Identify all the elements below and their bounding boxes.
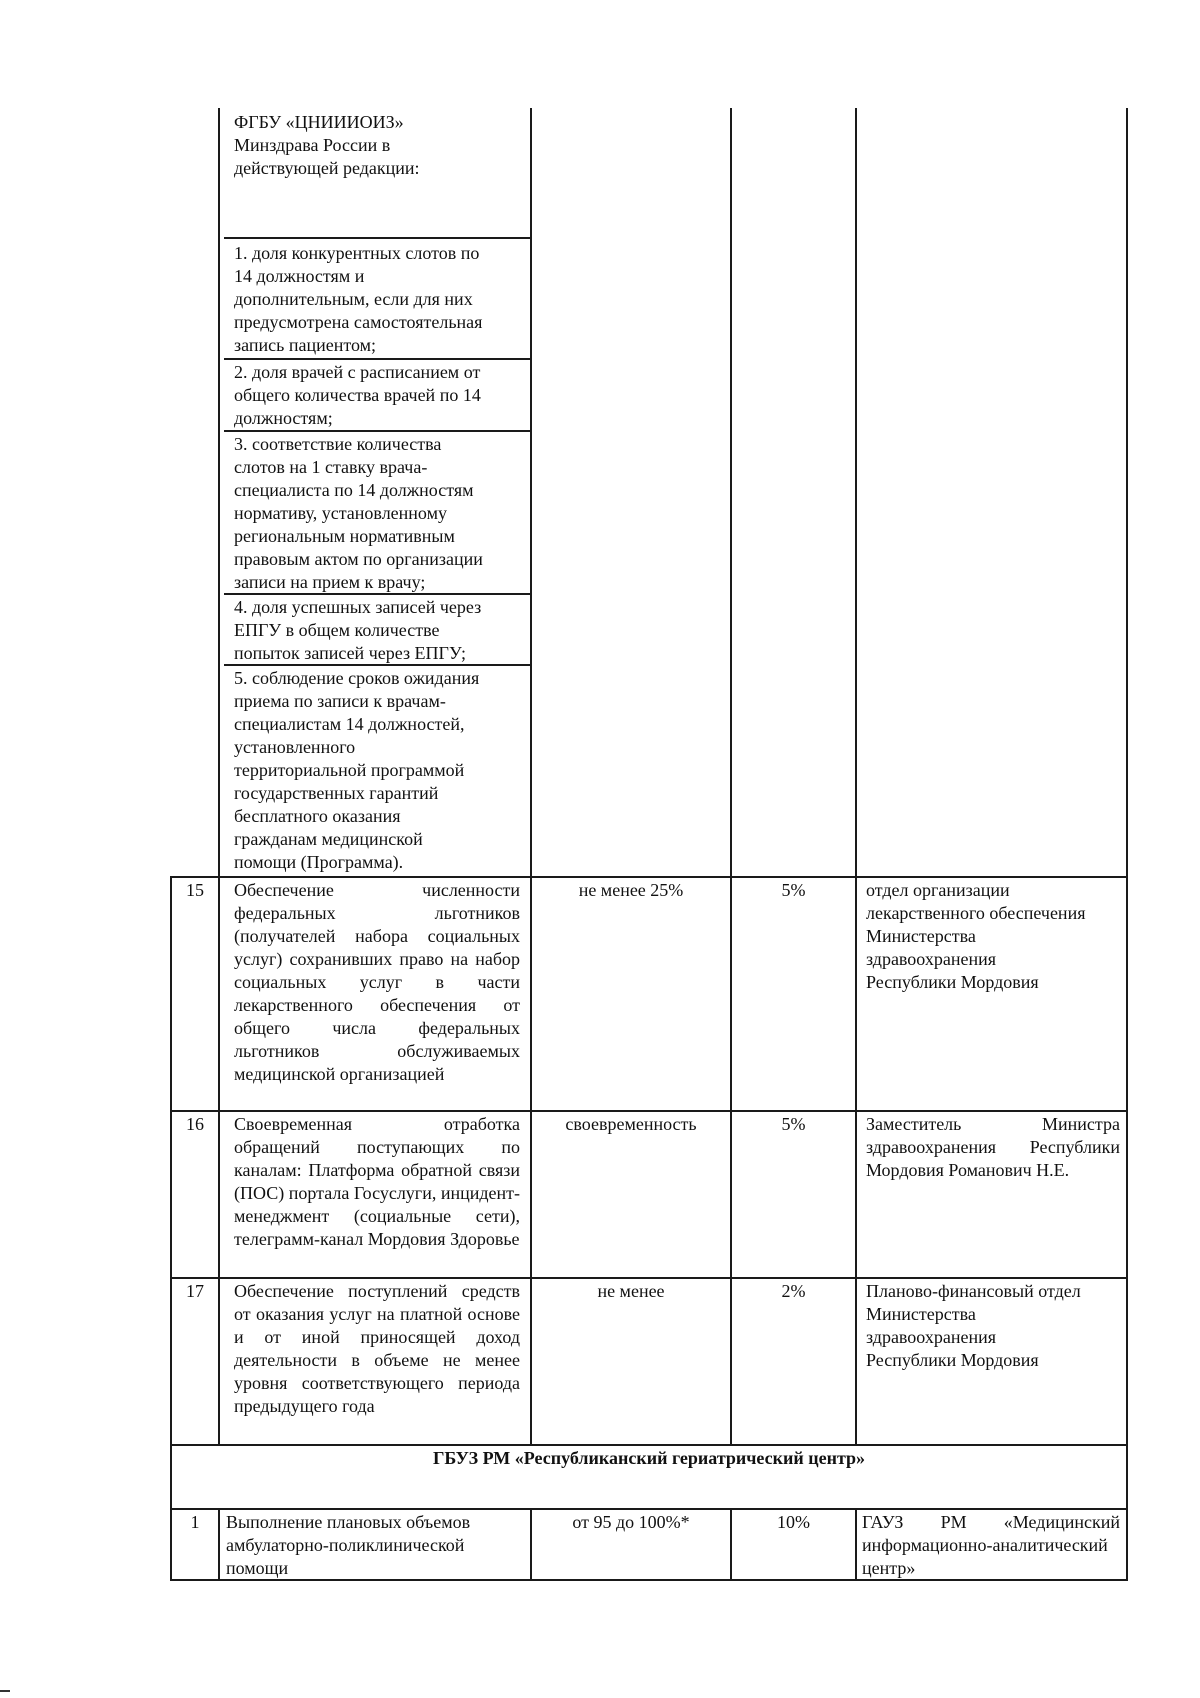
sub-item-4: 4. доля успешных записей через ЕПГУ в общем количестве попыток записей через ЕПГУ;: [234, 597, 482, 663]
column-divider-num-last: [218, 1508, 220, 1581]
column-divider-num: [218, 108, 220, 1444]
row-weight: 10%: [777, 1512, 810, 1532]
sub-item-2: 2. доля врачей с расписанием от общего количества врачей по 14 должностям;: [234, 362, 481, 428]
row-indicator: Своевременная отработка обращений поступающих по каналам: Платформа обратной связи (ПОС) портала Госуслуги, инцидент-менеджмент (социальные сети), телеграмм-канал Мордовия Здоровье: [234, 1114, 520, 1249]
subcell-line-1: [224, 237, 530, 239]
sub-item-1: 1. доля конкурентных слотов по 14 должностям и дополнительным, если для них предусмотрена самостоятельная запись пациентом;: [234, 243, 483, 355]
row-indicator: Обеспечение численности федеральных льготников (получателей набора социальных услуг) сохранивших право на набор социальных услуг в части лекарственного обеспечения от общего числа федеральных льготников обслуживаемых медицинской организацией: [234, 880, 520, 1084]
row-responsible: Планово-финансовый отдел Министерства здравоохранения Республики Мордовия: [866, 1281, 1081, 1370]
row-target: своевременность: [565, 1114, 697, 1134]
row-weight: 5%: [781, 880, 806, 900]
row-responsible: Заместитель Министра здравоохранения Республики Мордовия Романович Н.Е.: [866, 1114, 1120, 1180]
row-indicator: Обеспечение поступлений средств от оказания услуг на платной основе и от иной приносящей доход деятельности в объеме не менее уровня соответствующего периода предыдущего года: [234, 1281, 520, 1416]
table-border-right: [1126, 108, 1128, 1581]
row-responsible: ГАУЗ РМ «Медицинский информационно-аналитический центр»: [862, 1512, 1120, 1578]
row-target: не менее 25%: [578, 880, 684, 900]
column-divider-weight: [855, 108, 857, 1444]
row-line-15: [170, 876, 1128, 878]
row-line-section-end: [170, 1508, 1128, 1510]
row-line-17: [170, 1277, 1128, 1279]
subcell-line-2: [224, 358, 530, 360]
sub-item-3: 3. соответствие количества слотов на 1 ставку врача- специалиста по 14 должностям нормативу, установленному региональным нормативным правовым актом по организации записи на прием к врачу;: [234, 434, 483, 592]
section-title: ГБУЗ РМ «Республиканский гериатрический центр»: [432, 1448, 866, 1468]
row-line-16: [170, 1110, 1128, 1112]
row-weight: 2%: [781, 1281, 806, 1301]
column-divider-weight-last: [855, 1508, 857, 1581]
column-divider-target: [730, 108, 732, 1444]
row-number: 16: [186, 1114, 204, 1134]
table-border-left: [170, 876, 172, 1581]
subcell-line-3: [224, 430, 530, 432]
row-number: 1: [190, 1512, 200, 1532]
row-indicator: Выполнение плановых объемов амбулаторно-поликлинической помощи: [226, 1512, 471, 1578]
column-divider-indicator: [530, 108, 532, 1444]
row-number: 15: [186, 880, 204, 900]
row-target: не менее: [597, 1281, 665, 1301]
scan-mark: [0, 1690, 10, 1692]
row-number: 17: [186, 1281, 204, 1301]
sub-item-5: 5. соблюдение сроков ожидания приема по записи к врачам- специалистам 14 должностей, установленного территориальной программой государственных гарантий бесплатного оказания гражданам медицинской помощи (Программа).: [234, 668, 480, 872]
row-weight: 5%: [781, 1114, 806, 1134]
row-target: от 95 до 100%*: [572, 1512, 690, 1532]
row-line-section: [170, 1444, 1128, 1446]
row-responsible: отдел организации лекарственного обеспечения Министерства здравоохранения Республики Мордовия: [866, 880, 1086, 992]
continued-indicator-header: ФГБУ «ЦНИИИОИЗ» Минздрава России в действующей редакции:: [234, 112, 420, 178]
